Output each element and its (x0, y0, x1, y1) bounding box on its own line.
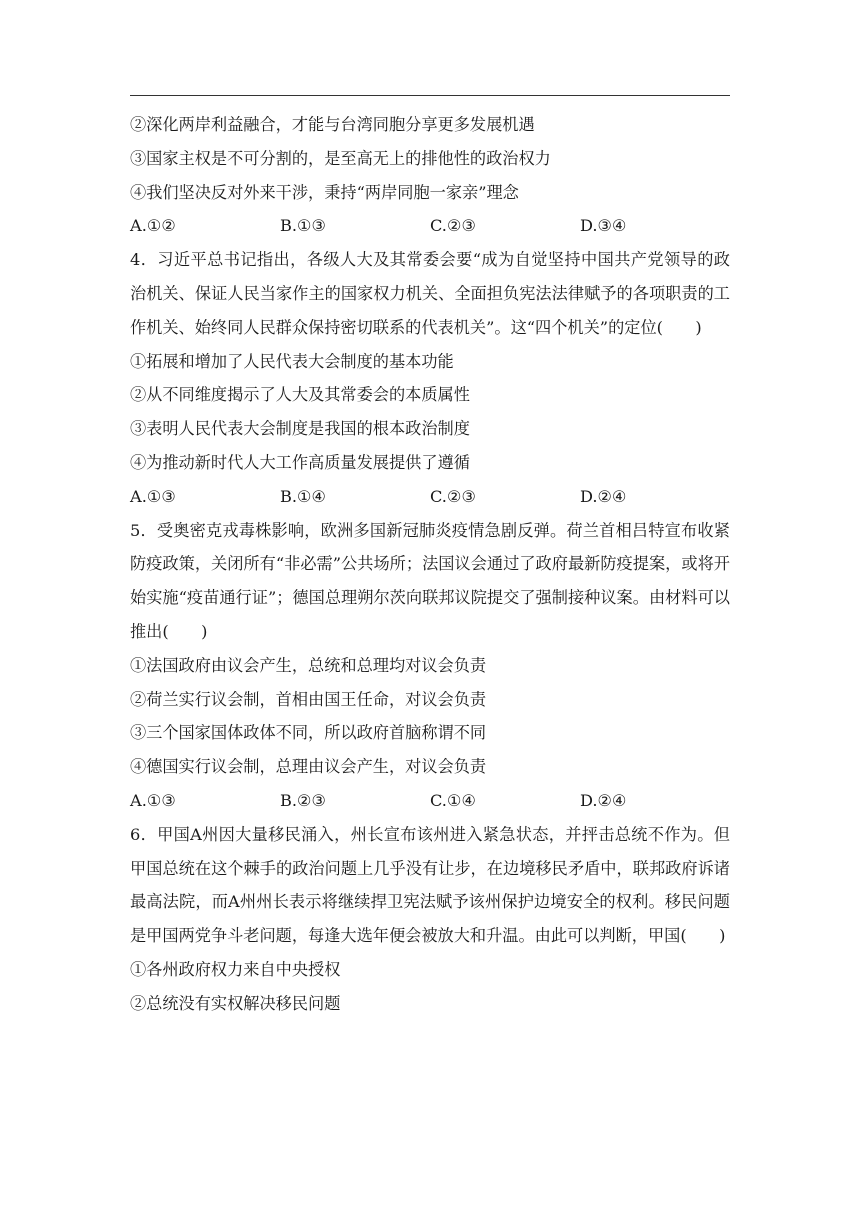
q5-option-4: ④德国实行议会制，总理由议会产生，对议会负责 (130, 757, 487, 777)
q5-choices (130, 784, 730, 818)
q3-option-2: ②深化两岸利益融合，才能与台湾同胞分享更多发展机遇 (130, 115, 535, 134)
q5-choice-d[interactable]: D.②④ (580, 790, 627, 810)
q3-choice-b[interactable]: B.①③ (280, 216, 327, 236)
q3-choice-c[interactable]: C.②③ (430, 216, 476, 236)
q3-choices (130, 209, 730, 243)
q3-choice-a[interactable]: A.①② (130, 216, 176, 236)
q4-choice-d[interactable]: D.②④ (580, 486, 627, 506)
q5-option-3: ③三个国家国体政体不同，所以政府首脑称谓不同 (130, 723, 487, 743)
q6-option-2: ②总统没有实权解决移民问题 (130, 993, 341, 1013)
exam-content (130, 108, 730, 1021)
q4-choice-a[interactable]: A.①③ (130, 486, 176, 506)
q4-choices (130, 480, 730, 514)
q4-option-2: ②从不同维度揭示了人大及其常委会的本质属性 (130, 385, 470, 405)
q5-choice-c[interactable]: C.①④ (430, 790, 476, 810)
q3-option-4: ④我们坚决反对外来干涉，秉持“两岸同胞一家亲”理念 (130, 182, 519, 202)
q5-option-1: ①法国政府由议会产生，总统和总理均对议会负责 (130, 655, 487, 675)
q4-stem: 4．习近平总书记指出，各级人大及其常委会要“成为自觉坚持中国共产党领导的政治机关、保证人民当家作主的国家权力机关、全面担负宪法法律赋予的各项职责的工作机关、始终同人民群众保持密切联系的代表机关”。这“四个机关”的定位( ) (130, 250, 730, 337)
q3-choice-d[interactable]: D.③④ (580, 216, 627, 236)
q5-choice-b[interactable]: B.②③ (280, 790, 327, 810)
q4-choice-c[interactable]: C.②③ (430, 486, 476, 506)
header-rule (130, 95, 730, 96)
q6-stem: 6．甲国A州因大量移民涌入，州长宣布该州进入紧急状态，并抨击总统不作为。但甲国总统在这个棘手的政治问题上几乎没有让步，在边境移民矛盾中，联邦政府诉诸最高法院，而A州州长表示将继续捍卫宪法赋予该州保护边境安全的权利。移民问题是甲国两党争斗老问题，每逢大选年便会被放大和升温。由此可以判断，甲国( ) (130, 824, 730, 946)
q3-option-3: ③国家主权是不可分割的，是至高无上的排他性的政治权力 (130, 148, 551, 168)
q5-choice-a[interactable]: A.①③ (130, 790, 176, 810)
q5-option-2: ②荷兰实行议会制，首相由国王任命，对议会负责 (130, 689, 487, 709)
q4-choice-b[interactable]: B.①④ (280, 486, 327, 506)
q6-option-1: ①各州政府权力来自中央授权 (130, 959, 341, 979)
q4-option-4: ④为推动新时代人大工作高质量发展提供了遵循 (130, 452, 470, 472)
q5-stem: 5．受奥密克戎毒株影响，欧洲多国新冠肺炎疫情急剧反弹。荷兰首相吕特宣布收紧防疫政策，关闭所有“非必需”公共场所；法国议会通过了政府最新防疫提案，或将开始实施“疫苗通行证”；德国总理朔尔茨向联邦议院提交了强制接种议案。由材料可以推出( ) (130, 520, 730, 641)
q4-option-1: ①拓展和增加了人民代表大会制度的基本功能 (130, 351, 454, 371)
q4-option-3: ③表明人民代表大会制度是我国的根本政治制度 (130, 419, 470, 439)
